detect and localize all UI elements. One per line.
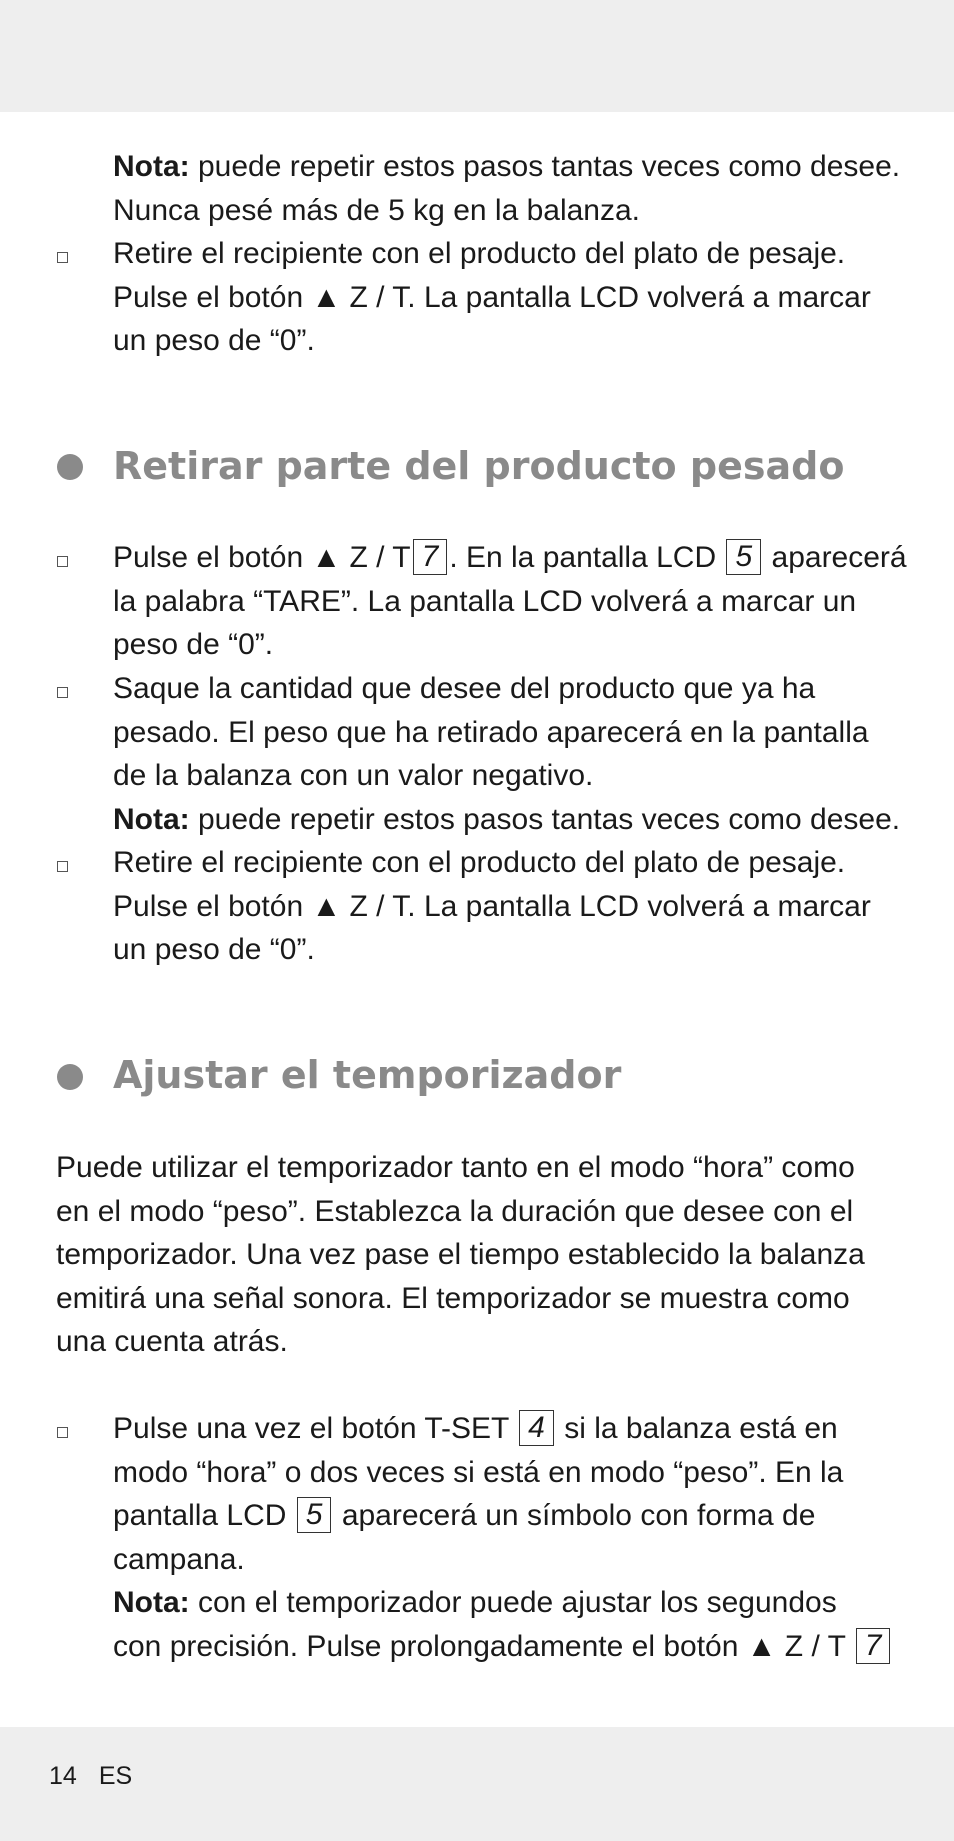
heading-bullet-icon	[57, 1064, 83, 1090]
heading-bullet-icon	[57, 454, 83, 480]
page-number: 14	[49, 1762, 77, 1790]
list-item	[113, 232, 913, 363]
section-heading: Retirar parte del producto pesado	[113, 444, 845, 488]
bullet-icon	[57, 861, 68, 872]
text-span: si la balanza está en	[564, 1412, 838, 1445]
list-item-line: Retire el recipiente con el producto del plato de pesaje.	[113, 237, 846, 270]
bullet-icon	[57, 556, 68, 567]
text-span: aparecerá	[771, 541, 907, 574]
paragraph-line: emitirá una señal sonora. El temporizador se muestra como	[56, 1281, 850, 1315]
list-item-line: campana.	[113, 1542, 245, 1576]
list-item-line: peso de “0”.	[113, 628, 274, 661]
nota-text: puede repetir estos pasos tantas veces como desee.	[198, 150, 901, 183]
nota-text: puede repetir estos pasos tantas veces como desee.	[198, 802, 901, 836]
text-span: aparecerá un símbolo con forma de	[341, 1499, 816, 1532]
list-item-line: Pulse el botón ▲ Z / T. La pantalla LCD volverá a marcar	[113, 280, 871, 314]
text-span: Pulse el botón ▲ Z / T	[113, 541, 411, 574]
paragraph-line: una cuenta atrás.	[56, 1325, 288, 1358]
list-item-line: modo “hora” o dos veces si está en modo “peso”. En la	[113, 1455, 844, 1489]
intro-note	[113, 145, 913, 232]
list-item-line: la palabra “TARE”. La pantalla LCD volverá a marcar un	[113, 584, 857, 618]
page-footer	[49, 1762, 154, 1791]
ref-box: 5	[297, 1497, 332, 1533]
list-item	[113, 841, 913, 972]
list-item	[113, 536, 913, 667]
ref-box: 7	[856, 1628, 891, 1664]
nota-label: Nota:	[113, 150, 190, 183]
list-item	[113, 667, 913, 841]
header-band	[0, 0, 954, 112]
body-paragraph	[56, 1146, 916, 1364]
text-span: . En la pantalla LCD	[449, 541, 717, 574]
list-item	[113, 1407, 913, 1668]
paragraph-line: en el modo “peso”. Establezca la duración que desee con el	[56, 1194, 854, 1228]
intro-line: Nunca pesé más de 5 kg en la balanza.	[113, 193, 641, 227]
list-item-line	[113, 536, 913, 580]
list-item-line: Retire el recipiente con el producto del plato de pesaje.	[113, 846, 846, 879]
text-span: con precisión. Pulse prolongadamente el botón ▲ Z / T	[113, 1629, 846, 1663]
nota-label: Nota:	[113, 802, 190, 836]
section-heading: Ajustar el temporizador	[113, 1053, 622, 1097]
list-item-line	[113, 1407, 913, 1451]
list-item-line: pesado. El peso que ha retirado aparecerá en la pantalla	[113, 715, 869, 749]
bullet-icon	[57, 1427, 68, 1438]
ref-box: 5	[726, 539, 761, 575]
ref-box: 4	[519, 1410, 554, 1446]
nota-label: Nota:	[113, 1586, 190, 1619]
text-span: pantalla LCD	[113, 1499, 287, 1532]
list-item-line: Pulse el botón ▲ Z / T. La pantalla LCD volverá a marcar	[113, 889, 871, 923]
list-item-line: un peso de “0”.	[113, 324, 315, 357]
list-item-line	[113, 1625, 913, 1669]
list-item-line	[113, 1494, 913, 1538]
language-code: ES	[98, 1762, 133, 1790]
bullet-icon	[57, 687, 68, 698]
text-span: Pulse una vez el botón T-SET	[113, 1412, 509, 1445]
paragraph-line: temporizador. Una vez pase el tiempo establecido la balanza	[56, 1238, 865, 1271]
nota-text: con el temporizador puede ajustar los segundos	[198, 1586, 837, 1619]
paragraph-line: Puede utilizar el temporizador tanto en el modo “hora” como	[56, 1151, 855, 1184]
bullet-icon	[57, 252, 68, 263]
list-item-line: de la balanza con un valor negativo.	[113, 759, 594, 792]
ref-box: 7	[413, 539, 448, 575]
list-item-line: Saque la cantidad que desee del producto que ya ha	[113, 672, 816, 705]
list-item-line: un peso de “0”.	[113, 933, 315, 966]
